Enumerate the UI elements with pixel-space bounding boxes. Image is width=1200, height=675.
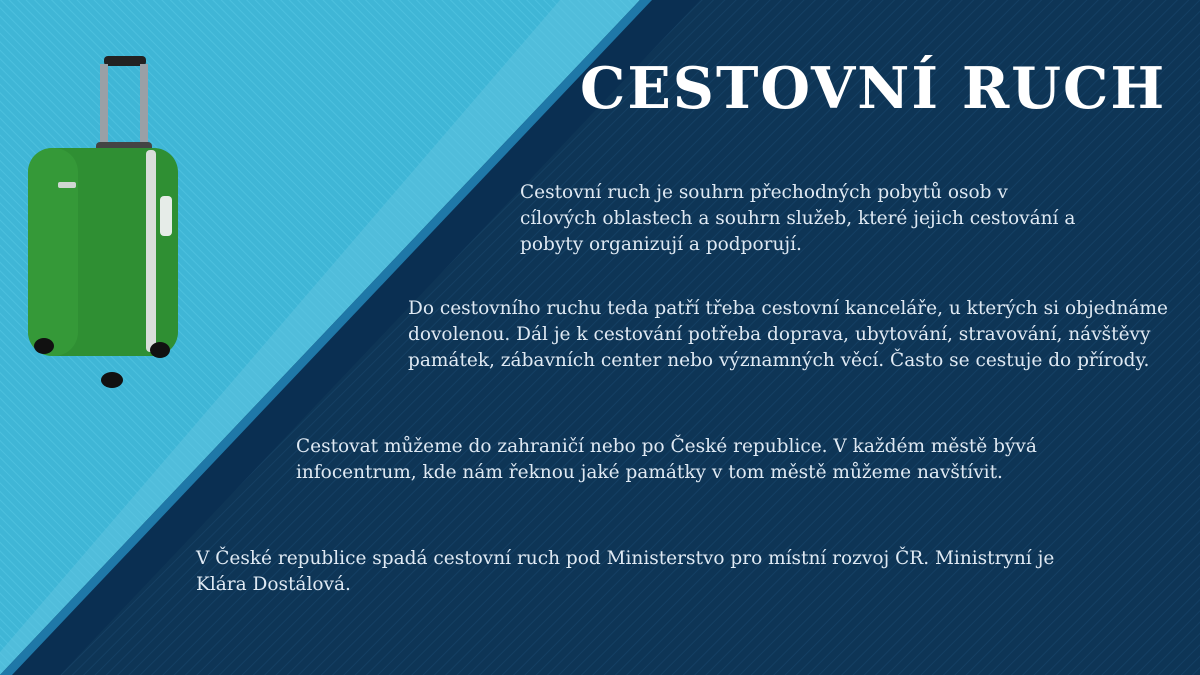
paragraph-destinations: Cestovat můžeme do zahraničí nebo po České republice. V každém městě bývá infocentrum, kde nám řeknou jaké památky v tom městě můžeme navštívit.	[296, 436, 1037, 483]
paragraph-definition: Cestovní ruch je souhrn přechodných pobytů osob v cílových oblastech a souhrn služeb, které jejich cestování a pobyty organizují a podporují.	[520, 182, 1076, 255]
paragraph-ministry: V České republice spadá cestovní ruch pod Ministerstvo pro místní rozvoj ČR. Ministryní je Klára Dostálová.	[196, 548, 1055, 595]
paragraph-services: Do cestovního ruchu teda patří třeba cestovní kanceláře, u kterých si objednáme dovolenou. Dál je k cestování potřeba doprava, ubytování, stravování, návštěvy památek, zábavních center nebo významných věcí. Často se cestuje do přírody.	[408, 298, 1168, 371]
slide-title: CESTOVNÍ RUCH	[580, 55, 1167, 122]
